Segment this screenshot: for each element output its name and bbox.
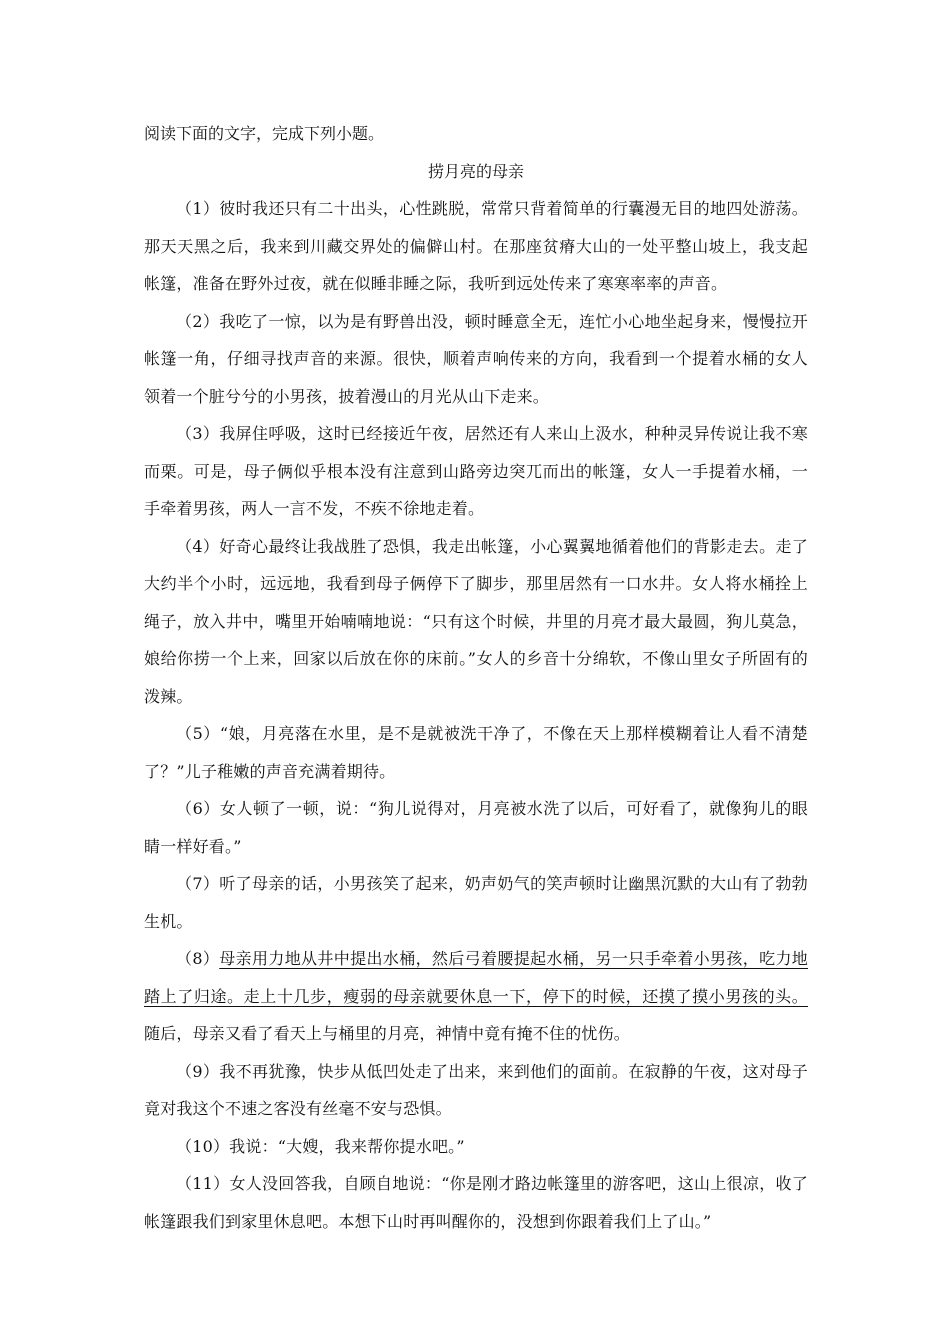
paragraph-text: 彼时我还只有二十出头，心性跳脱，常常只背着简单的行囊漫无目的地四处游荡。那天天黑之后，我来到川藏交界处的偏僻山村。在那座贫瘠大山的一处平整山坡上，我支起帐篷，准备在野外过夜，就在似睡非睡之际，我听到远处传来了寒寒率率的声音。 <box>144 199 809 293</box>
paragraph-1 <box>144 190 808 303</box>
paragraph-number: （4） <box>176 536 220 556</box>
paragraph-6 <box>144 790 808 865</box>
document-page <box>144 116 808 1240</box>
underlined-sentence: 母亲用力地从井中提出水桶，然后弓着腰提起水桶，另一只手牵着小男孩，吃力地踏上了归途。走上十几步，瘦弱的母亲就要休息一下，停下的时候，还摸了摸小男孩的头。 <box>144 949 809 1006</box>
paragraph-8 <box>144 940 808 1053</box>
paragraph-text: 随后，母亲又看了看天上与桶里的月亮，神情中竟有掩不住的忧伤。 <box>144 1024 631 1043</box>
paragraph-text: 女人没回答我，自顾自地说：“你是刚才路边帐篷里的游客吧，这山上很凉，收了帐篷跟我们到家里休息吧。本想下山时再叫醒你的，没想到你跟着我们上了山。” <box>144 1174 808 1231</box>
paragraph-text: 我屏住呼吸，这时已经接近午夜，居然还有人来山上汲水，种种灵异传说让我不寒而栗。可是，母子俩似乎根本没有注意到山路旁边突兀而出的帐篷，女人一手提着水桶，一手牵着男孩，两人一言不发，不疾不徐地走着。 <box>144 424 809 518</box>
paragraph-number: （9） <box>176 1061 220 1081</box>
paragraph-number: （11） <box>176 1174 230 1193</box>
paragraph-9 <box>144 1053 808 1128</box>
paragraph-number: （5） <box>176 724 220 743</box>
paragraph-number: （3） <box>176 424 220 443</box>
paragraph-number: （6） <box>176 799 220 818</box>
paragraph-number: （7） <box>176 874 220 893</box>
paragraph-text: 我不再犹豫，快步从低凹处走了出来，来到他们的面前。在寂静的午夜，这对母子竟对我这个不速之客没有丝毫不安与恐惧。 <box>144 1061 809 1118</box>
paragraph-10 <box>144 1128 808 1166</box>
paragraph-7 <box>144 865 808 940</box>
paragraph-text: “娘，月亮落在水里，是不是就被洗干净了，不像在天上那样模糊着让人看不清楚了？”儿子稚嫩的声音充满着期待。 <box>144 724 808 781</box>
paragraph-text: 好奇心最终让我战胜了恐惧，我走出帐篷，小心翼翼地循着他们的背影走去。走了大约半个小时，远远地，我看到母子俩停下了脚步，那里居然有一口水井。女人将水桶拴上绳子，放入井中，嘴里开始喃喃地说：“只有这个时候，井里的月亮才最大最圆，狗儿莫急，娘给你捞一个上来，回家以后放在你的床前。”女人的乡音十分绵软，不像山里女子所固有的泼辣。 <box>144 536 809 706</box>
paragraph-number: （8） <box>176 949 220 968</box>
paragraph-text: 听了母亲的话，小男孩笑了起来，奶声奶气的笑声顿时让幽黑沉默的大山有了勃勃生机。 <box>144 874 809 931</box>
paragraph-5 <box>144 715 808 790</box>
paragraph-4 <box>144 528 808 716</box>
paragraph-number: （2） <box>176 311 220 331</box>
article-title: 捞月亮的母亲 <box>427 162 524 181</box>
paragraph-3 <box>144 415 808 528</box>
paragraph-11 <box>144 1165 808 1240</box>
question-instruction: 阅读下面的文字，完成下列小题。 <box>144 124 385 143</box>
paragraph-text: 我吃了一惊，以为是有野兽出没，顿时睡意全无，连忙小心地坐起身来，慢慢拉开帐篷一角，仔细寻找声音的来源。很快，顺着声响传来的方向，我看到一个提着水桶的女人领着一个脏兮兮的小男孩，披着漫山的月光从山下走来。 <box>144 311 809 406</box>
paragraph-number: （10） <box>176 1136 230 1156</box>
paragraph-number: （1） <box>176 199 220 218</box>
paragraph-text: 我说：“大嫂，我来帮你提水吧。” <box>229 1136 465 1156</box>
paragraph-2 <box>144 303 808 416</box>
paragraph-text: 女人顿了一顿，说：“狗儿说得对，月亮被水洗了以后，可好看了，就像狗儿的眼睛一样好看。” <box>144 799 808 856</box>
